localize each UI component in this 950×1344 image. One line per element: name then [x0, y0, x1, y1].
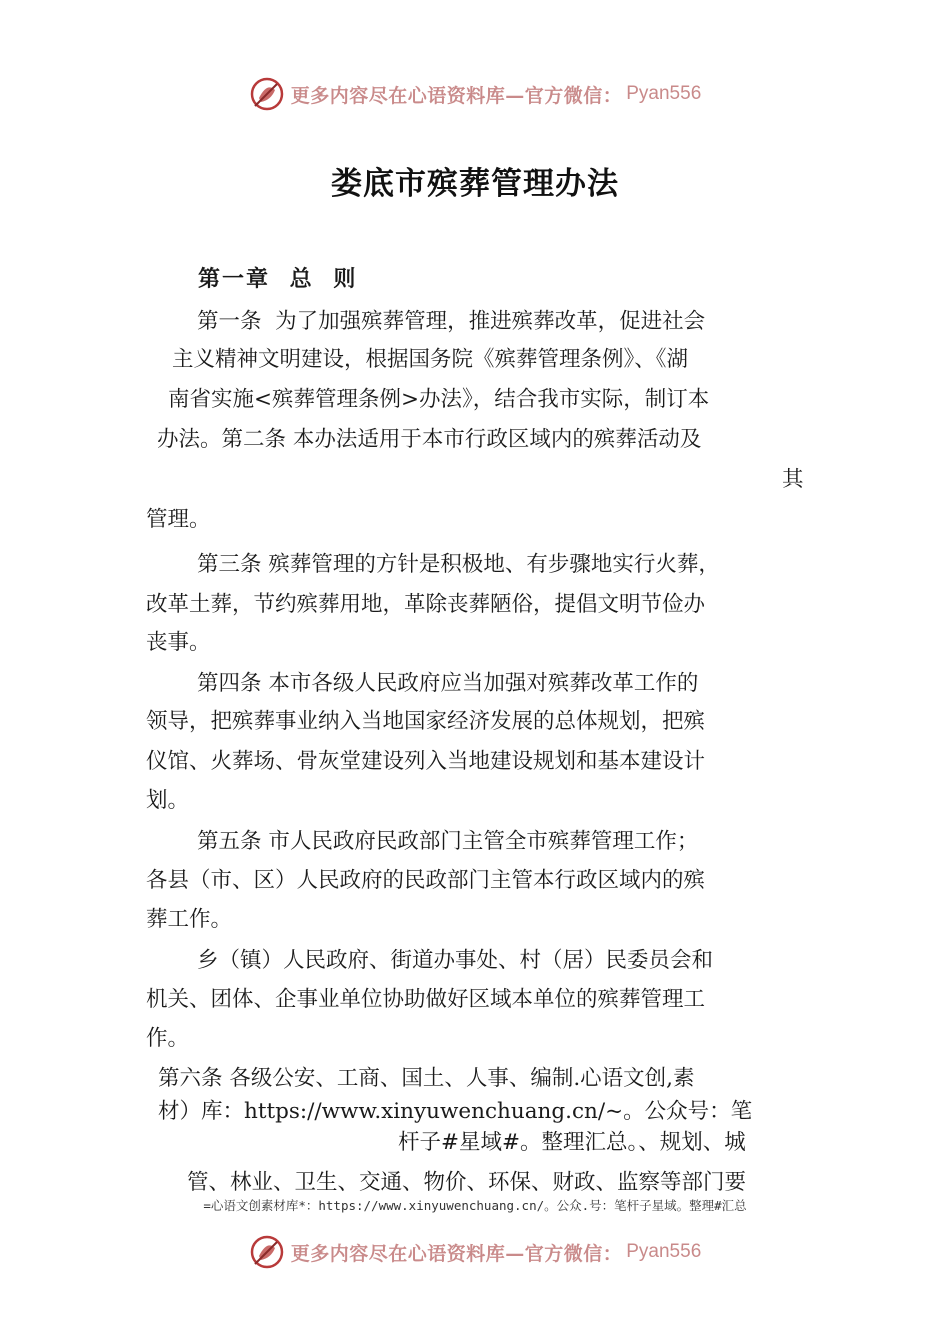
text-line: 第一条 为了加强殡葬管理，推进殡葬改革，促进社会 [197, 309, 706, 334]
text-line: 第六条 各级公安、工商、国土、人事、编制.心语文创,素 [158, 1066, 695, 1091]
text-line: 第五条 市人民政府民政部门主管全市殡葬管理工作； [197, 829, 699, 854]
banner-wechat-id: Pyan556 [626, 1241, 702, 1262]
text-line: 划。 [146, 788, 190, 813]
text-line: 仪馆、火葬场、骨灰堂建设列入当地建设规划和基本建设计 [146, 749, 706, 774]
text-line: 作。 [146, 1026, 190, 1051]
text-line: 改革土葬，节约殡葬用地，革除丧葬陋俗，提倡文明节俭办 [146, 592, 706, 617]
text-line: 第四条 本市各级人民政府应当加强对殡葬改革工作的 [197, 671, 699, 696]
text-line: 办法。第二条 本办法适用于本市行政区域内的殡葬活动及 [157, 427, 702, 452]
header-banner [0, 72, 950, 116]
text-line: 南省实施<殡葬管理条例>办法》，结合我市实际，制订本 [168, 387, 710, 412]
banner-text: 更多内容尽在心语资料库—官方微信： [290, 1242, 623, 1265]
text-line: 乡（镇）人民政府、街道办事处、村（居）民委员会和 [197, 948, 714, 973]
text-line: 丧事。 [146, 630, 211, 655]
text-line: 杆子#星域#。整理汇总。、规划、城 [398, 1130, 746, 1155]
footer-note: =心语文创素材库*：https://www.xinyuwenchuang.cn/。公众.号：笔杆子星域。整理#汇总 [203, 1198, 747, 1213]
footer-banner [0, 1230, 950, 1274]
text-line: 第三条 殡葬管理的方针是积极地、有步骤地实行火葬， [197, 552, 720, 577]
text-line: 各县（市、区）人民政府的民政部门主管本行政区域内的殡 [146, 868, 706, 893]
document-title: 娄底市殡葬管理办法 [331, 166, 619, 202]
text-line: 机关、团体、企事业单位协助做好区域本单位的殡葬管理工 [146, 987, 706, 1012]
text-line: 管理。 [146, 507, 211, 532]
text-line: 领导，把殡葬事业纳入当地国家经济发展的总体规划，把殡 [146, 709, 706, 734]
banner-wechat-id: Pyan556 [626, 83, 702, 104]
text-line: 管、林业、卫生、交通、物价、环保、财政、监察等部门要 [187, 1170, 747, 1195]
text-line: 其 [782, 467, 804, 492]
text-line: 主义精神文明建设，根据国务院《殡葬管理条例》、《湖 [172, 347, 689, 372]
rose-logo-icon [249, 1234, 285, 1270]
text-line: 材）库：https://www.xinyuwenchuang.cn/~。公众号：笔 [158, 1099, 753, 1124]
banner-text: 更多内容尽在心语资料库—官方微信： [290, 84, 623, 107]
text-line: 葬工作。 [146, 907, 233, 932]
chapter-heading: 第一章 总 则 [198, 267, 358, 292]
rose-logo-icon [249, 76, 285, 112]
